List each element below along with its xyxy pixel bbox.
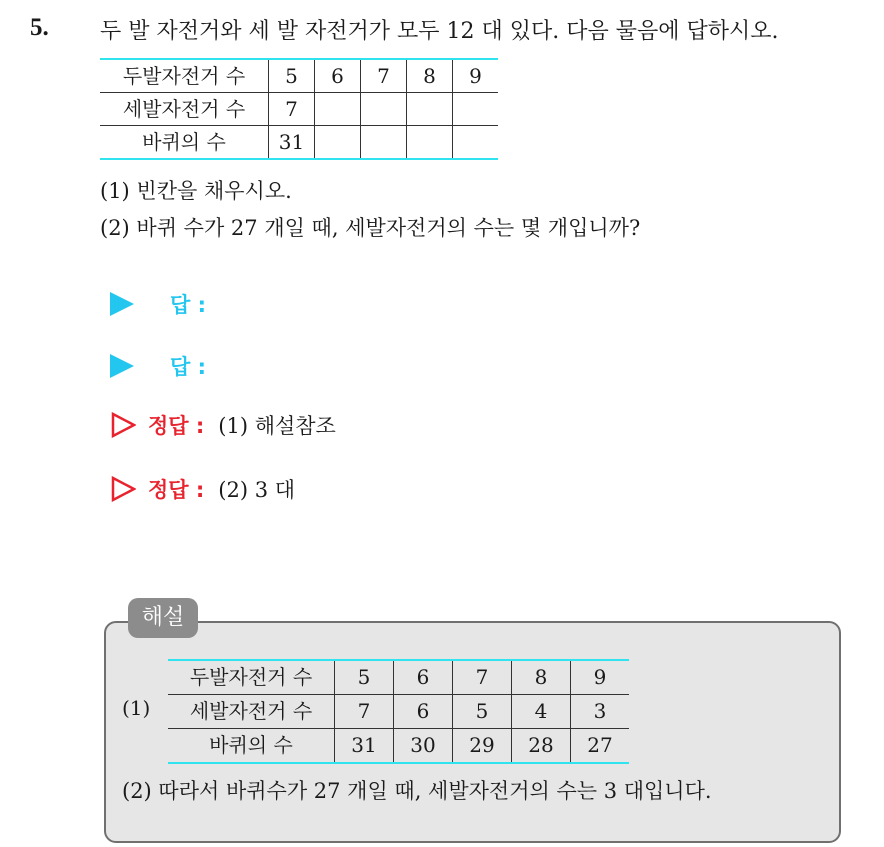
table-cell: 8 xyxy=(512,660,571,695)
table-cell-blank xyxy=(361,126,407,160)
correct-answer-1 xyxy=(110,410,336,440)
solution-part2: (2) 따라서 바퀴수가 27 개일 때, 세발자전거의 수는 3 대입니다. xyxy=(122,779,712,803)
answer-line-1 xyxy=(110,289,206,319)
problem-table xyxy=(100,58,498,160)
table-cell-blank xyxy=(407,126,453,160)
row-label: 바퀴의 수 xyxy=(168,729,335,764)
table-row xyxy=(100,126,498,160)
table-cell: 6 xyxy=(394,695,453,729)
table-cell: 30 xyxy=(394,729,453,764)
subquestion-2: (2) 바퀴 수가 27 개일 때, 세발자전거의 수는 몇 개입니까? xyxy=(100,216,641,240)
table-cell: 7 xyxy=(361,59,407,93)
correct-value: (1) 해설참조 xyxy=(218,414,336,438)
correct-value: (2) 3 대 xyxy=(218,478,296,502)
correct-answer-2 xyxy=(110,474,295,504)
table-cell: 29 xyxy=(453,729,512,764)
table-cell: 5 xyxy=(335,660,394,695)
row-label: 두발자전거 수 xyxy=(100,59,269,93)
table-cell: 31 xyxy=(335,729,394,764)
row-label: 세발자전거 수 xyxy=(100,93,269,126)
triangle-outline-icon xyxy=(110,476,136,502)
triangle-right-icon xyxy=(110,292,134,316)
answer-line-2 xyxy=(110,351,206,381)
triangle-right-icon xyxy=(110,354,134,378)
table-row xyxy=(168,729,629,764)
correct-label: 정답 : xyxy=(148,478,205,502)
table-cell: 5 xyxy=(453,695,512,729)
solution-tab: 해설 xyxy=(128,598,198,638)
table-cell: 8 xyxy=(407,59,453,93)
table-cell-blank xyxy=(453,126,499,160)
row-label: 두발자전거 수 xyxy=(168,660,335,695)
table-cell-blank xyxy=(315,93,361,126)
table-cell: 28 xyxy=(512,729,571,764)
table-row xyxy=(168,660,629,695)
table-cell: 3 xyxy=(571,695,630,729)
table-cell: 6 xyxy=(315,59,361,93)
table-cell: 31 xyxy=(269,126,315,160)
table-row xyxy=(168,695,629,729)
table-cell: 7 xyxy=(335,695,394,729)
table-cell: 9 xyxy=(453,59,499,93)
table-cell: 4 xyxy=(512,695,571,729)
table-cell: 9 xyxy=(571,660,630,695)
answer-label: 답 : xyxy=(170,293,206,317)
solution-table xyxy=(168,659,629,764)
table-cell: 6 xyxy=(394,660,453,695)
table-cell: 7 xyxy=(453,660,512,695)
answer-label: 답 : xyxy=(170,355,206,379)
table-cell-blank xyxy=(407,93,453,126)
table-row xyxy=(100,93,498,126)
row-label: 바퀴의 수 xyxy=(100,126,269,160)
table-cell-blank xyxy=(453,93,499,126)
triangle-outline-icon xyxy=(110,412,136,438)
table-cell: 7 xyxy=(269,93,315,126)
solution-part1-label: (1) xyxy=(122,696,151,720)
question-text: 두 발 자전거와 세 발 자전거가 모두 12 대 있다. 다음 물음에 답하시오. xyxy=(100,19,779,44)
table-cell: 5 xyxy=(269,59,315,93)
row-label: 세발자전거 수 xyxy=(168,695,335,729)
table-row xyxy=(100,59,498,93)
table-cell: 27 xyxy=(571,729,630,764)
subquestion-1: (1) 빈칸을 채우시오. xyxy=(100,179,292,203)
table-cell-blank xyxy=(315,126,361,160)
question-number: 5. xyxy=(30,14,49,41)
correct-label: 정답 : xyxy=(148,414,205,438)
table-cell-blank xyxy=(361,93,407,126)
